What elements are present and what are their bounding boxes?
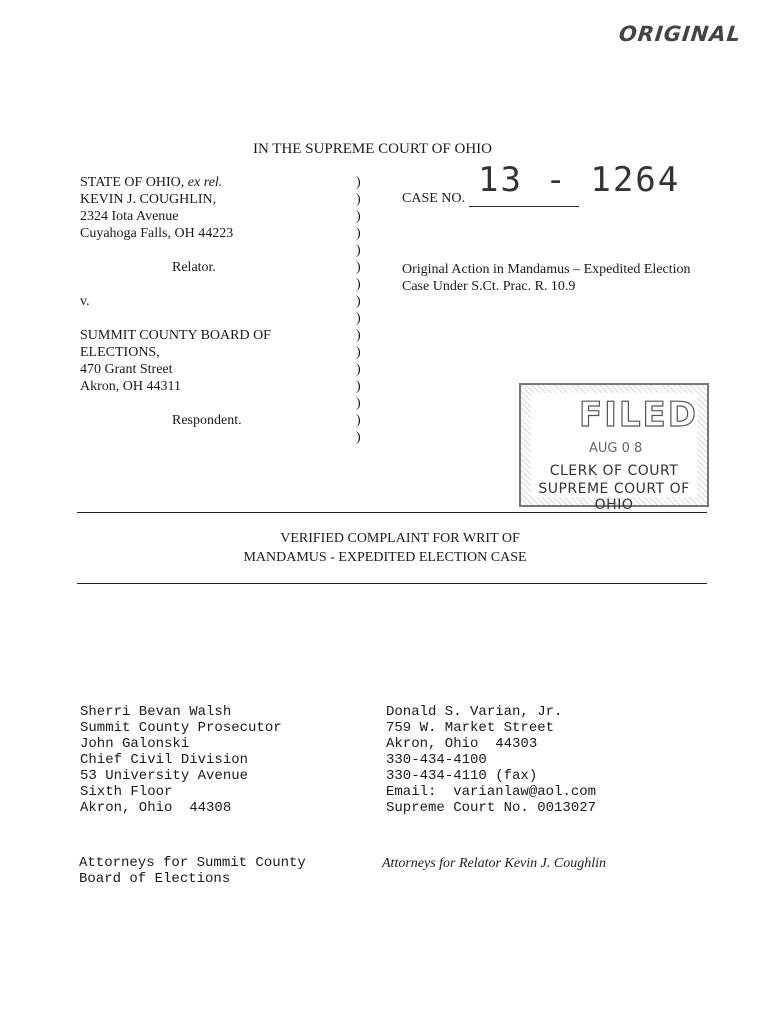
original-stamp: ORIGINAL <box>617 22 743 46</box>
filed-court: SUPREME COURT OF OHIO <box>538 481 690 513</box>
case-number-stamp: 13 - 1264 <box>478 160 681 200</box>
case-number-field <box>402 190 579 207</box>
paren: ) <box>356 277 361 292</box>
paren: ) <box>356 209 361 224</box>
case-number-label: CASE NO. <box>402 191 466 206</box>
filed-clerk: CLERK OF COURT <box>549 463 679 479</box>
spacer <box>80 395 340 412</box>
paren: ) <box>356 243 361 258</box>
spacer <box>80 242 340 259</box>
counsel-line: 759 W. Market Street <box>386 720 555 736</box>
versus: v. <box>80 294 90 309</box>
counsel-line: Donald S. Varian, Jr. <box>386 704 563 720</box>
ex-rel-italic: ex rel. <box>187 175 223 190</box>
counsel-line: 53 University Avenue <box>80 768 249 784</box>
counsel-line: Email: varianlaw@aol.com <box>386 784 597 800</box>
paren: ) <box>356 413 361 428</box>
counsel-line: Akron, Ohio 44303 <box>386 736 538 752</box>
relator-counsel-block <box>386 704 596 816</box>
divider-bottom <box>77 583 707 584</box>
paren: ) <box>356 345 361 360</box>
action-description: Original Action in Mandamus – Expedited Election Case Under S.Ct. Prac. R. 10.9 <box>402 262 691 294</box>
document-title <box>0 529 770 567</box>
document-title-line-2: MANDAMUS - EXPEDITED ELECTION CASE <box>243 550 527 565</box>
respondent-counsel-designation <box>79 855 306 887</box>
caption-parentheses <box>356 174 366 446</box>
relator-line <box>80 174 340 191</box>
relator-role: Relator. <box>172 260 216 275</box>
relator-line: KEVIN J. COUGHLIN, <box>80 192 217 207</box>
respondent-counsel-block <box>80 704 282 816</box>
respondent-role: Respondent. <box>172 413 242 428</box>
paren: ) <box>356 192 361 207</box>
filed-stamp-inner <box>531 393 698 513</box>
counsel-line: Supreme Court No. 0013027 <box>386 800 597 816</box>
respondent-line: SUMMIT COUNTY BOARD OF <box>80 328 271 343</box>
counsel-line: John Galonski <box>80 736 190 752</box>
counsel-line: 330-434-4110 (fax) <box>386 768 538 784</box>
respondent-line: 470 Grant Street <box>80 362 173 377</box>
case-number-blank <box>469 193 579 207</box>
document-title-line-1: VERIFIED COMPLAINT FOR WRIT OF <box>280 531 520 546</box>
spacer <box>80 310 340 327</box>
counsel-line: Chief Civil Division <box>80 752 249 768</box>
counsel-line: Akron, Ohio 44308 <box>80 800 232 816</box>
paren: ) <box>356 362 361 377</box>
counsel-line: Sherri Bevan Walsh <box>80 704 232 720</box>
paren: ) <box>356 430 361 445</box>
designation-line: Attorneys for Summit County <box>79 855 306 871</box>
divider-top <box>77 512 707 513</box>
counsel-line: Summit County Prosecutor <box>80 720 282 736</box>
relator-line: Cuyahoga Falls, OH 44223 <box>80 226 234 241</box>
counsel-line: 330-434-4100 <box>386 752 487 768</box>
filed-stamp <box>519 383 709 513</box>
case-caption <box>80 174 340 429</box>
relator-line: 2324 Iota Avenue <box>80 209 179 224</box>
respondent-line: ELECTIONS, <box>80 345 160 360</box>
paren: ) <box>356 311 361 326</box>
filed-word: FILED <box>579 395 698 435</box>
filed-date: AUG 0 8 <box>589 441 643 456</box>
paren: ) <box>356 396 361 411</box>
relator-counsel-designation: Attorneys for Relator Kevin J. Coughlin <box>382 856 606 871</box>
relator-name-line-1: STATE OF OHIO, ex rel. <box>80 175 223 190</box>
court-title: IN THE SUPREME COURT OF OHIO <box>253 141 492 157</box>
paren: ) <box>356 175 361 190</box>
spacer <box>80 276 340 293</box>
designation-line: Board of Elections <box>79 871 231 887</box>
counsel-line: Sixth Floor <box>80 784 173 800</box>
paren: ) <box>356 379 361 394</box>
paren: ) <box>356 226 361 241</box>
paren: ) <box>356 260 361 275</box>
paren: ) <box>356 294 361 309</box>
paren: ) <box>356 328 361 343</box>
respondent-line: Akron, OH 44311 <box>80 379 181 394</box>
